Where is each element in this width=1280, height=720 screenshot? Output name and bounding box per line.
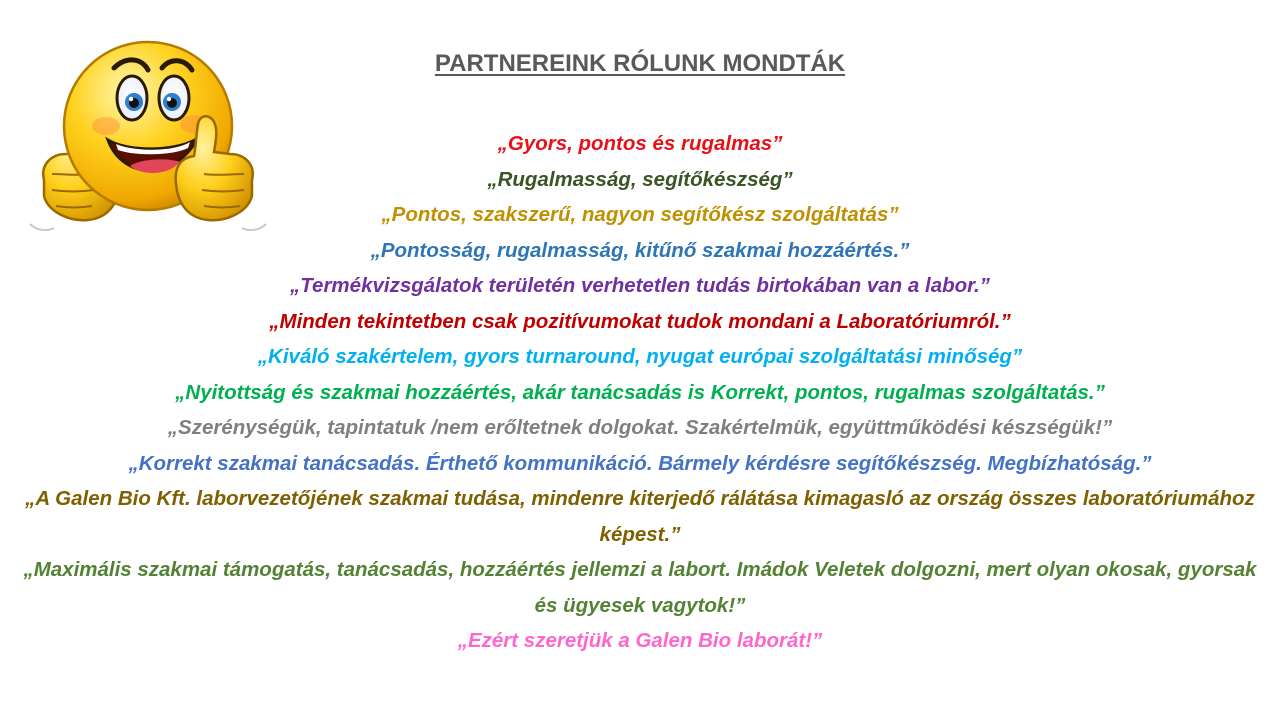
testimonial-quote: „Rugalmasság, segítőkészség” (487, 167, 793, 191)
testimonial-quote: „Kiváló szakértelem, gyors turnaround, nyugat európai szolgáltatási minőség” (257, 345, 1023, 368)
testimonial-quote: „Szerénységük, tapintatuk /nem erőltetnek dolgokat. Szakértelmük, együttműködési készségük!” (167, 416, 1113, 439)
testimonial-quote: „Nyitottság és szakmai hozzáértés, akár tanácsadás is Korrekt, pontos, rugalmas szolgáltatás.” (175, 380, 1105, 404)
testimonial-quote: „Minden tekintetben csak pozitívumokat tudok mondani a Laboratóriumról.” (269, 309, 1011, 333)
testimonial-quote: „A Galen Bio Kft. laborvezetőjének szakmai tudása, mindenre kiterjedő rálátása kimagasló az ország összes laboratóriumához képest.” (25, 487, 1255, 546)
testimonial-quote: „Korrekt szakmai tanácsadás. Érthető kommunikáció. Bármely kérdésre segítőkészség. Megbízhatóság.” (128, 451, 1152, 475)
slide-title: PARTNEREINK RÓLUNK MONDTÁK (434, 50, 846, 77)
testimonial-quote: „Maximális szakmai támogatás, tanácsadás, hozzáértés jellemzi a labort. Imádok Veletek dolgozni, mert olyan okosak, gyorsak és ügyesek vagytok!” (23, 558, 1257, 617)
testimonial-quote: „Ezért szeretjük a Galen Bio laborát!” (457, 629, 823, 652)
quote-list (0, 126, 1280, 659)
testimonial-quote: „Pontosság, rugalmasság, kitűnő szakmai hozzáértés.” (370, 238, 910, 262)
testimonial-quote: „Gyors, pontos és rugalmas” (497, 132, 783, 155)
testimonial-quote: „Pontos, szakszerű, nagyon segítőkész szolgáltatás” (381, 203, 899, 226)
testimonial-quote: „Termékvizsgálatok területén verhetetlen tudás birtokában van a labor.” (290, 274, 990, 297)
